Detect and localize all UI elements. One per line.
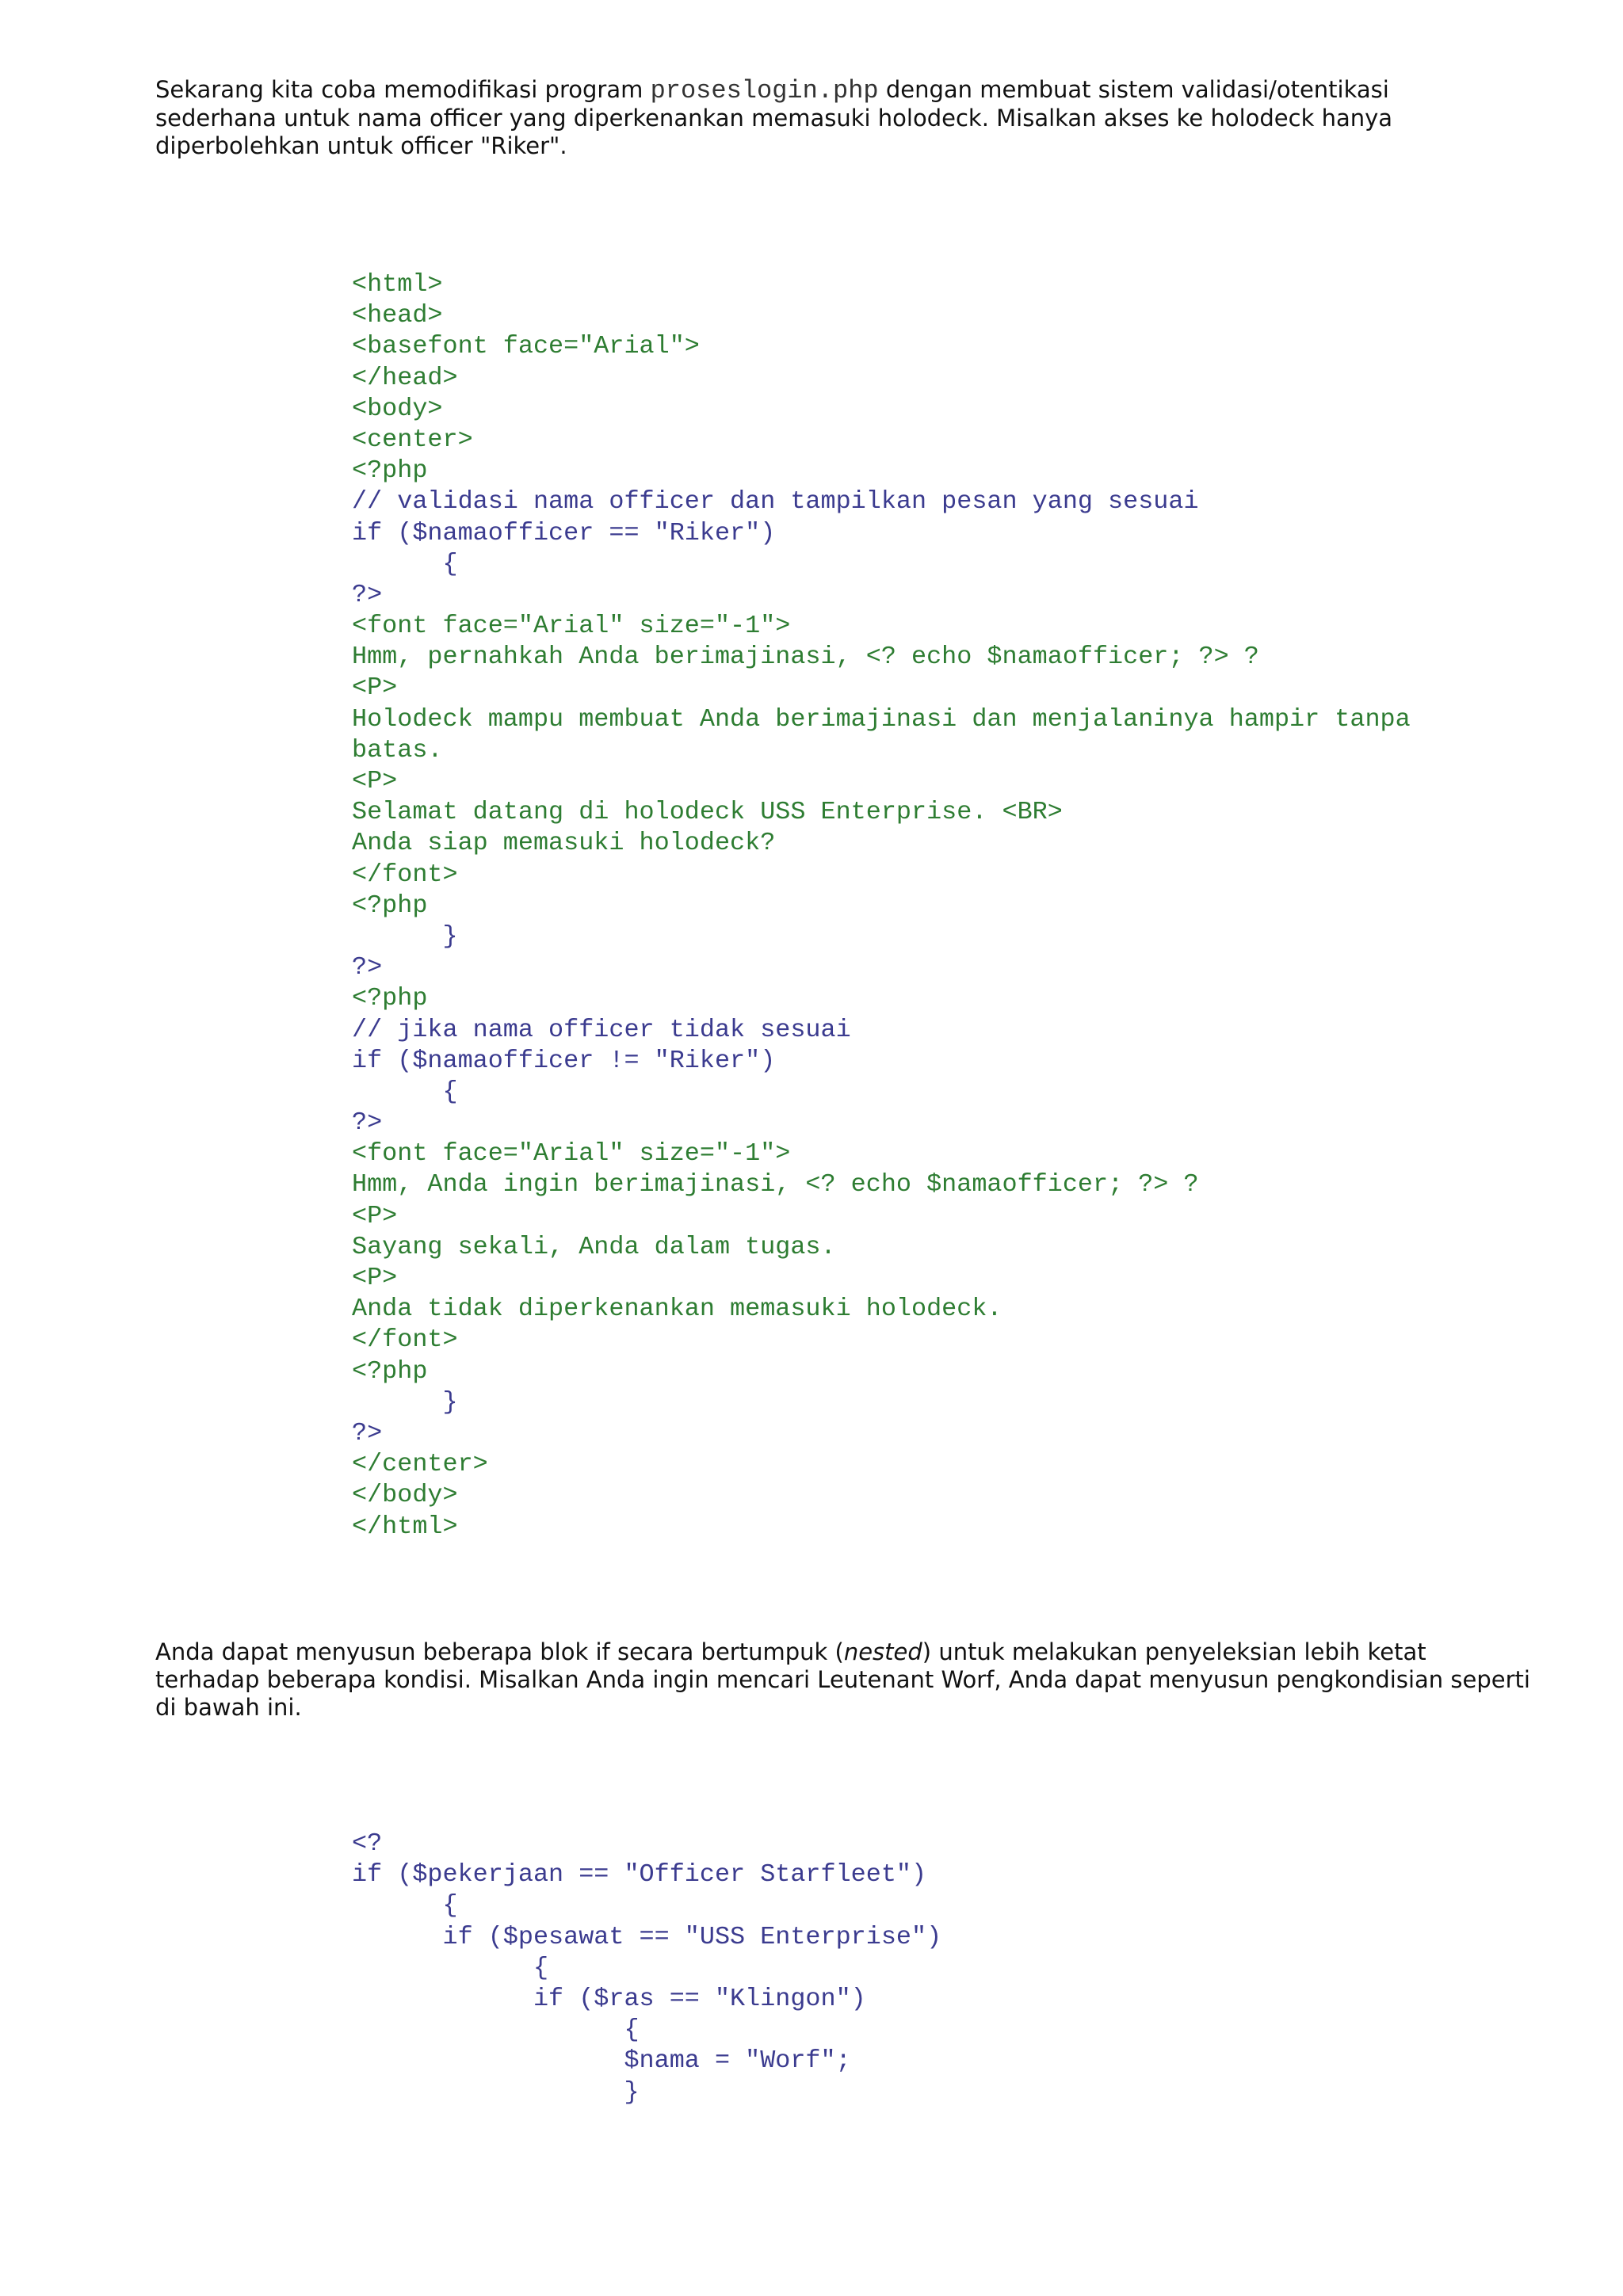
code-line: </center> [352,1450,488,1479]
code-line: { [352,1953,549,1982]
code-block-login-validation [352,269,1411,1543]
code-line: { [352,2016,640,2045]
code-line: </font> [352,1325,458,1355]
code-line: <font face="Arial" size="-1"> [352,1139,791,1169]
intro-text-line1-end: dengan membuat sistem validasi/otentikasi [878,76,1389,103]
code-line: { [352,1891,458,1920]
code-line: { [352,549,458,578]
code-line: Selamat datang di holodeck USS Enterprise. <BR> [352,798,1063,827]
code-line: <? [352,1829,383,1858]
code-line: </body> [352,1481,458,1510]
code-line: if ($namaofficer == "Riker") [352,518,776,547]
code-line: <head> [352,301,443,330]
intro-text-start: Sekarang kita coba memodifikasi program [155,76,651,103]
code-line: ?> [352,580,383,609]
code-line: <html> [352,270,443,299]
code-line: <body> [352,394,443,423]
code-line: if ($pesawat == "USS Enterprise") [352,1922,942,1951]
intro-text-line2: sederhana untuk nama officer yang diperkenankan memasuki holodeck. Misalkan akses ke holodeck hanya [155,105,1393,132]
code-line: <P> [352,1201,398,1230]
nested-text-line1-end: ) untuk melakukan penyeleksian lebih ketat [922,1638,1426,1665]
code-line: Anda tidak diperkenankan memasuki holodeck. [352,1295,1002,1324]
code-line: <?php [352,1356,428,1386]
code-line: <font face="Arial" size="-1"> [352,612,791,641]
code-line: <P> [352,673,398,703]
code-line: </html> [352,1512,458,1541]
code-line: Anda siap memasuki holodeck? [352,829,776,858]
code-line: Sayang sekali, Anda dalam tugas. [352,1232,836,1261]
nested-emphasis: nested [843,1638,922,1665]
nested-text-line2: terhadap beberapa kondisi. Misalkan Anda ingin mencari Leutenant Worf, Anda dapat menyusun pengkondisian seperti [155,1666,1530,1693]
code-block-nested-if [352,1829,941,2108]
code-line: Hmm, Anda ingin berimajinasi, <? echo $namaofficer; ?> ? [352,1170,1199,1199]
code-line: <basefont face="Arial"> [352,332,700,361]
code-line: ?> [352,1108,383,1138]
code-line: // validasi nama officer dan tampilkan pesan yang sesuai [352,487,1199,517]
code-line: Hmm, pernahkah Anda berimajinasi, <? echo $namaofficer; ?> ? [352,643,1259,672]
code-line: } [352,1387,458,1417]
code-line: <P> [352,767,398,795]
code-line: </font> [352,860,458,889]
nested-if-paragraph [155,1638,1566,1722]
code-line: Holodeck mampu membuat Anda berimajinasi dan menjalaninya hampir tanpa [352,704,1411,734]
nested-text-line3: di bawah ini. [155,1694,302,1721]
code-line: <?php [352,891,428,920]
code-line: ?> [352,953,383,982]
code-line: { [352,1077,458,1106]
code-line: $nama = "Worf"; [352,2046,851,2076]
code-line: // jika nama officer tidak sesuai [352,1015,851,1044]
inline-code-filename: proseslogin.php [650,76,879,105]
code-line: if ($namaofficer != "Riker") [352,1046,776,1075]
code-line: if ($ras == "Klingon") [352,1984,866,2013]
code-line: ?> [352,1418,383,1447]
code-line: } [352,2077,640,2107]
code-line: <center> [352,425,473,454]
code-line: batas. [352,735,443,765]
code-line: <?php [352,984,428,1013]
intro-paragraph [155,76,1566,160]
code-line: <?php [352,456,428,486]
code-line: </head> [352,363,458,392]
nested-text-start: Anda dapat menyusun beberapa blok if secara bertumpuk ( [155,1638,844,1665]
intro-text-line3: diperbolehkan untuk officer "Riker". [155,132,567,159]
code-line: } [352,921,458,951]
code-line: <P> [352,1264,398,1292]
code-line: if ($pekerjaan == "Officer Starfleet") [352,1860,927,1890]
